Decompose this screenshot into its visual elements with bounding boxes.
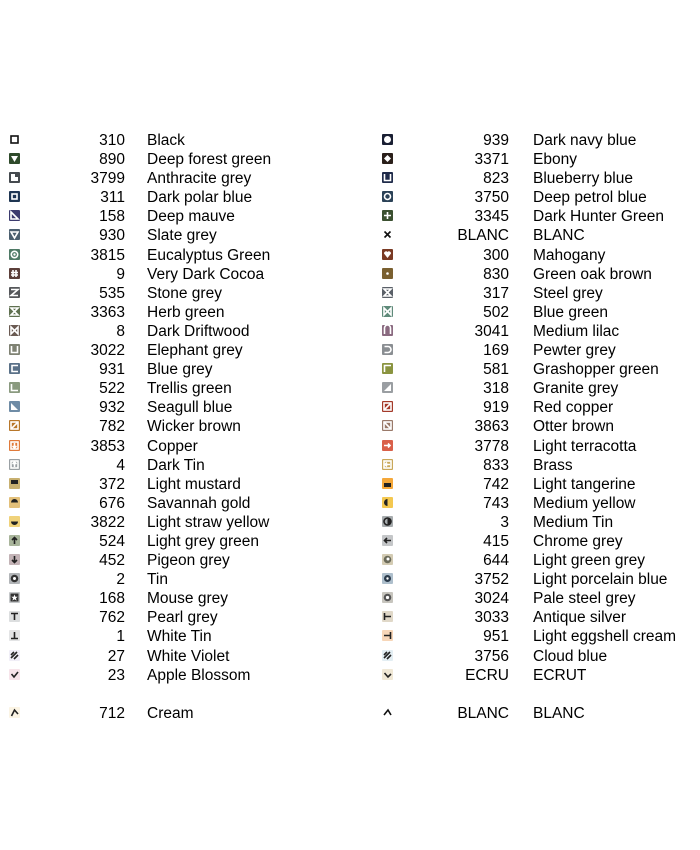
thread-color-name: Pale steel grey (533, 590, 636, 608)
legend-row (381, 570, 696, 589)
thread-color-name: ECRUT (533, 666, 587, 684)
legend-row (8, 647, 338, 666)
thread-color-name: Seagull blue (147, 399, 233, 417)
thread-code: BLANC (457, 704, 509, 722)
triangle-half-icon (9, 210, 20, 221)
thread-code: 3022 (90, 342, 125, 360)
thread-code: 830 (483, 265, 509, 283)
thread-color-name: White Violet (147, 647, 230, 665)
arrow-down-box-icon (9, 440, 20, 451)
thread-code: 2 (116, 571, 125, 589)
legend-row (8, 608, 338, 627)
thread-color-name: Copper (147, 437, 198, 455)
thread-color-name: Antique silver (533, 609, 627, 627)
thread-color-name: BLANC (533, 704, 585, 722)
thread-color-name: Light grey green (147, 532, 260, 550)
legend-row (381, 226, 696, 245)
circle-icon (382, 134, 393, 145)
thread-code: 3815 (90, 246, 125, 264)
half-circle-icon (9, 497, 20, 508)
square-icon (9, 134, 20, 145)
thread-code: 310 (99, 132, 125, 149)
legend-row (381, 265, 696, 284)
thread-color-name: Light green grey (533, 552, 646, 570)
thread-color-name: Dark polar blue (147, 189, 253, 207)
bar-low-icon (382, 478, 393, 489)
legend-row (381, 188, 696, 207)
thread-code: 522 (99, 380, 125, 398)
thread-code: 158 (99, 208, 125, 226)
thread-color-name: Light porcelain blue (533, 571, 668, 589)
thread-color-name: Pearl grey (147, 609, 218, 627)
x-icon (382, 229, 393, 240)
thread-code: 833 (483, 456, 509, 474)
thread-code: 782 (99, 418, 125, 436)
thread-code: 951 (483, 628, 509, 646)
thread-code: 3822 (90, 513, 125, 531)
legend-row (381, 437, 696, 456)
thread-color-name: Blue grey (147, 361, 213, 379)
thread-code: 919 (483, 399, 509, 417)
thread-code: 169 (483, 342, 509, 360)
stripes-icon (382, 650, 393, 661)
thread-color-name: Blueberry blue (533, 170, 633, 188)
legend-column-left (8, 131, 338, 723)
heart-icon (382, 249, 393, 260)
legend-row (381, 608, 696, 627)
t-inv-icon (9, 630, 20, 641)
hourglass-icon (9, 306, 20, 317)
thread-code: 23 (107, 666, 125, 684)
thread-color-name: Cream (147, 704, 194, 722)
check-icon (9, 669, 20, 680)
legend-row (381, 398, 696, 417)
legend-row (8, 322, 338, 341)
thread-color-name: Apple Blossom (147, 666, 251, 684)
thread-code: 502 (483, 303, 509, 321)
thread-code: 932 (99, 399, 125, 417)
circle-leaf-icon (382, 554, 393, 565)
legend-row (381, 246, 696, 265)
u-icon (9, 344, 20, 355)
thread-color-name: Medium Tin (533, 513, 614, 531)
hash-icon (9, 268, 20, 279)
thread-code: 535 (99, 284, 125, 302)
legend-row (8, 188, 338, 207)
circle-dot-icon (9, 249, 20, 260)
legend-column-right (381, 131, 696, 723)
hourglass-icon (382, 287, 393, 298)
legend-row (8, 226, 338, 245)
thread-code: 3024 (474, 590, 509, 608)
arrow-left-icon (382, 535, 393, 546)
thread-color-name: Very Dark Cocoa (147, 265, 265, 283)
thread-code: 415 (483, 532, 509, 550)
thread-code: BLANC (457, 227, 509, 245)
thread-color-name: Black (147, 132, 185, 149)
arrow-up-icon (9, 535, 20, 546)
legend-row (381, 475, 696, 494)
legend-row (381, 303, 696, 322)
thread-color-name: Medium lilac (533, 322, 620, 340)
l-icon (9, 382, 20, 393)
n-icon (382, 325, 393, 336)
thread-code: ECRU (465, 666, 509, 684)
thread-color-name: Deep petrol blue (533, 189, 647, 207)
thread-code: 300 (483, 246, 509, 264)
thread-code: 3371 (474, 151, 509, 169)
thread-color-name: BLANC (533, 227, 585, 245)
thread-code: 3752 (474, 571, 509, 589)
thread-code: 644 (483, 552, 509, 570)
corner-icon (9, 172, 20, 183)
legend-row (8, 532, 338, 551)
thread-color-name: Blue green (533, 303, 608, 321)
thread-color-name: Slate grey (147, 227, 217, 245)
diamond-icon (382, 153, 393, 164)
legend-row (8, 379, 338, 398)
thread-color-name: Light mustard (147, 475, 241, 493)
thread-color-name: Anthracite grey (147, 170, 252, 188)
stripes-icon (9, 650, 20, 661)
legend-row (8, 437, 338, 456)
thread-color-name: Mahogany (533, 246, 606, 264)
thread-color-name: Tin (147, 571, 168, 589)
thread-color-name: Granite grey (533, 380, 619, 398)
legend-row (381, 379, 696, 398)
thread-color-name: Savannah gold (147, 494, 251, 512)
thread-code: 524 (99, 532, 125, 550)
thread-color-name: Light eggshell cream (533, 628, 677, 646)
thread-code: 317 (483, 284, 509, 302)
thread-code: 1 (116, 628, 125, 646)
legend-row (381, 494, 696, 513)
thread-color-name: Light straw yellow (147, 513, 270, 531)
bowtie-icon (382, 306, 393, 317)
thread-code: 939 (483, 132, 509, 149)
thread-code: 8 (116, 322, 125, 340)
thread-code: 890 (99, 151, 125, 169)
arrow-down-icon (9, 554, 20, 565)
thread-code: 676 (99, 494, 125, 512)
thread-color-name: Elephant grey (147, 342, 243, 360)
thread-code: 3799 (90, 170, 125, 188)
thread-code: 452 (99, 552, 125, 570)
thread-code: 581 (483, 361, 509, 379)
thread-color-name: Dark Tin (147, 456, 205, 474)
legend-row (8, 169, 338, 188)
thread-code: 823 (483, 170, 509, 188)
thread-color-name: Ebony (533, 151, 577, 169)
d-icon (382, 344, 393, 355)
legend-row (381, 666, 696, 685)
bowtie-icon (9, 325, 20, 336)
t-right-icon (382, 630, 393, 641)
legend-row (381, 551, 696, 570)
thread-color-name: Dark navy blue (533, 132, 637, 149)
legend-row (381, 456, 696, 475)
legend-row (8, 551, 338, 570)
thread-color-name: Otter brown (533, 418, 614, 436)
thread-color-name: Cloud blue (533, 647, 608, 665)
thread-color-name: Green oak brown (533, 265, 652, 283)
legend-row (381, 704, 696, 723)
star-box-icon (9, 592, 20, 603)
thread-code: 712 (99, 704, 125, 722)
caret-icon (9, 707, 20, 718)
legend-row (8, 417, 338, 436)
thread-color-name: Herb green (147, 303, 225, 321)
legend-row (8, 150, 338, 169)
thread-color-name: Wicker brown (147, 418, 241, 436)
thread-color-name: Mouse grey (147, 590, 228, 608)
legend-row (8, 303, 338, 322)
plus-icon (382, 210, 393, 221)
slash-box-icon (382, 401, 393, 412)
thread-color-name: Deep mauve (147, 208, 235, 226)
legend-row (8, 360, 338, 379)
legend-row (8, 494, 338, 513)
half-circle-r-icon (382, 516, 393, 527)
circle-dot-dark-icon (382, 573, 393, 584)
legend-row (381, 150, 696, 169)
arrow-left-box-icon (382, 459, 393, 470)
thread-code: 930 (99, 227, 125, 245)
thread-code: 168 (99, 590, 125, 608)
thread-color-name: Dark Hunter Green (533, 208, 664, 226)
arrow-right-box-icon (382, 440, 393, 451)
thread-code: 3 (500, 513, 509, 531)
thread-code: 3345 (474, 208, 509, 226)
half-circle-v-icon (382, 497, 393, 508)
slash-box-icon (9, 420, 20, 431)
thread-code: 743 (483, 494, 509, 512)
thread-color-name: Pewter grey (533, 342, 616, 360)
legend-row (8, 475, 338, 494)
t-icon (9, 611, 20, 622)
bar-icon (9, 478, 20, 489)
z-icon (9, 287, 20, 298)
thread-color-name: Steel grey (533, 284, 603, 302)
thread-color-name: Medium yellow (533, 494, 636, 512)
thread-color-name: Dark Driftwood (147, 322, 250, 340)
legend-row (381, 341, 696, 360)
thread-color-name: Trellis green (147, 380, 232, 398)
thread-code: 27 (107, 647, 125, 665)
thread-code: 3863 (474, 418, 509, 436)
thread-code: 762 (99, 609, 125, 627)
thread-code: 3853 (90, 437, 125, 455)
gamma-icon (382, 363, 393, 374)
thread-code: 742 (483, 475, 509, 493)
legend-row (381, 417, 696, 436)
thread-code: 3041 (474, 322, 509, 340)
dot-icon (382, 268, 393, 279)
thread-color-name: Chrome grey (533, 532, 623, 550)
thread-color-name: Eucalyptus Green (147, 246, 271, 264)
legend-row (8, 265, 338, 284)
circle-star-icon (9, 573, 20, 584)
legend-row (8, 131, 338, 150)
circle-outline-icon (382, 191, 393, 202)
legend-row (8, 589, 338, 608)
legend-row (8, 207, 338, 226)
thread-code: 3363 (90, 303, 125, 321)
thread-code: 931 (99, 361, 125, 379)
thread-code: 311 (100, 189, 125, 207)
legend-row (8, 284, 338, 303)
thread-color-name: Brass (533, 456, 573, 474)
circle-flower-icon (382, 592, 393, 603)
u-box-icon (382, 172, 393, 183)
thread-color-name: Grashopper green (533, 361, 659, 379)
square-small-icon (9, 191, 20, 202)
thread-code: 3756 (474, 647, 509, 665)
slash-box-outline-icon (382, 420, 393, 431)
legend-row (381, 284, 696, 303)
arrow-up-box-icon (9, 459, 20, 470)
thread-color-name: Red copper (533, 399, 614, 417)
legend-row (381, 207, 696, 226)
legend-row (8, 456, 338, 475)
triangle-down-outline-icon (9, 229, 20, 240)
legend-row (8, 513, 338, 532)
triangle-down-icon (9, 153, 20, 164)
half-circle-low-icon (9, 516, 20, 527)
legend-row (381, 360, 696, 379)
legend-row (8, 704, 338, 723)
legend-row (381, 532, 696, 551)
c-icon (9, 363, 20, 374)
legend-row (381, 131, 696, 150)
thread-code: 372 (99, 475, 125, 493)
thread-code: 3778 (474, 437, 509, 455)
legend-row (8, 398, 338, 417)
triangle-fill-icon (382, 382, 393, 393)
thread-code: 3750 (474, 189, 509, 207)
legend-row (381, 322, 696, 341)
thread-code: 4 (116, 456, 125, 474)
thread-code: 9 (116, 265, 125, 283)
legend-row (8, 246, 338, 265)
thread-color-name: Light terracotta (533, 437, 637, 455)
t-left-icon (382, 611, 393, 622)
thread-color-name: Stone grey (147, 284, 222, 302)
check-r-icon (382, 669, 393, 680)
legend-row (381, 627, 696, 646)
legend-row (381, 169, 696, 188)
legend-row (8, 666, 338, 685)
thread-color-name: Deep forest green (147, 151, 272, 169)
thread-color-name: Light tangerine (533, 475, 636, 493)
triangle-corner-icon (9, 401, 20, 412)
legend-row (8, 627, 338, 646)
thread-color-name: Pigeon grey (147, 552, 230, 570)
legend-row (381, 647, 696, 666)
thread-code: 318 (483, 380, 509, 398)
thread-color-name: White Tin (147, 628, 212, 646)
legend-row (8, 341, 338, 360)
caret-r-icon (382, 707, 393, 718)
legend-row (381, 589, 696, 608)
legend-row (8, 570, 338, 589)
legend-row (381, 513, 696, 532)
thread-code: 3033 (474, 609, 509, 627)
